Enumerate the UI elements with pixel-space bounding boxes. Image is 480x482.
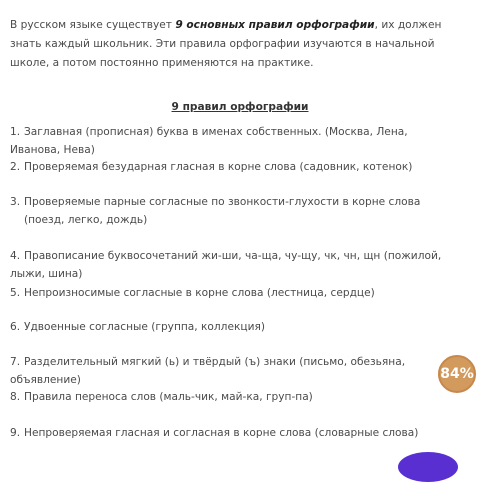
rule-number: 3.	[10, 196, 21, 208]
rule-number: 7.	[10, 356, 21, 368]
rule-number: 5.	[10, 287, 21, 299]
rule-item-3	[10, 193, 450, 229]
rule-text: Правила переноса слов (маль-чик, май-ка, груп-па)	[24, 391, 313, 403]
rule-item-5	[10, 284, 450, 302]
rule-text: Удвоенные согласные (группа, коллекция)	[24, 321, 265, 333]
rule-item-1	[10, 123, 450, 159]
rule-text: Заглавная (прописная) буква в именах собственных. (Москва, Лена, Иванова, Нева)	[10, 126, 408, 156]
rule-item-9	[10, 424, 450, 442]
rule-number: 6.	[10, 321, 21, 333]
rule-number: 2.	[10, 161, 21, 173]
intro-paragraph	[10, 16, 455, 73]
rule-text: Разделительный мягкий (ь) и твёрдый (ъ) знаки (письмо, обезьяна, объявление)	[10, 356, 406, 386]
rule-text: Непроизносимые согласные в корне слова (лестница, сердце)	[24, 287, 375, 299]
rule-item-4	[10, 247, 450, 283]
rule-number: 1.	[10, 126, 21, 138]
rule-text: Непроверяемая гласная и согласная в корне слова (словарные слова)	[24, 427, 419, 439]
rule-text: Проверяемая безударная гласная в корне слова (садовник, котенок)	[24, 161, 413, 173]
rule-number: 8.	[10, 391, 21, 403]
rule-text: Правописание буквосочетаний жи-ши, ча-ща, чу-щу, чк, чн, щн (пожилой, лыжи, шина)	[10, 250, 442, 280]
rule-item-6	[10, 318, 450, 336]
rule-item-2	[10, 158, 450, 176]
intro-text-end: , их должен знать каждый школьник. Эти правила орфографии изучаются в начальной школе, а потом постоянно применяются на практике.	[10, 19, 442, 69]
intro-text-start: В русском языке существует	[10, 19, 176, 31]
rule-text: Проверяемые парные согласные по звонкости-глухости в корне слова (поезд, легко, дождь)	[24, 196, 421, 226]
intro-emphasis: 9 основных правил орфографии	[175, 19, 375, 31]
rule-item-8	[10, 388, 450, 406]
percentage-badge[interactable]: 84%	[438, 355, 476, 393]
rule-item-7	[10, 353, 450, 389]
floating-action-button[interactable]	[398, 452, 458, 482]
rule-number: 4.	[10, 250, 21, 262]
rules-title: 9 правил орфографии	[171, 101, 309, 113]
rule-number: 9.	[10, 427, 21, 439]
